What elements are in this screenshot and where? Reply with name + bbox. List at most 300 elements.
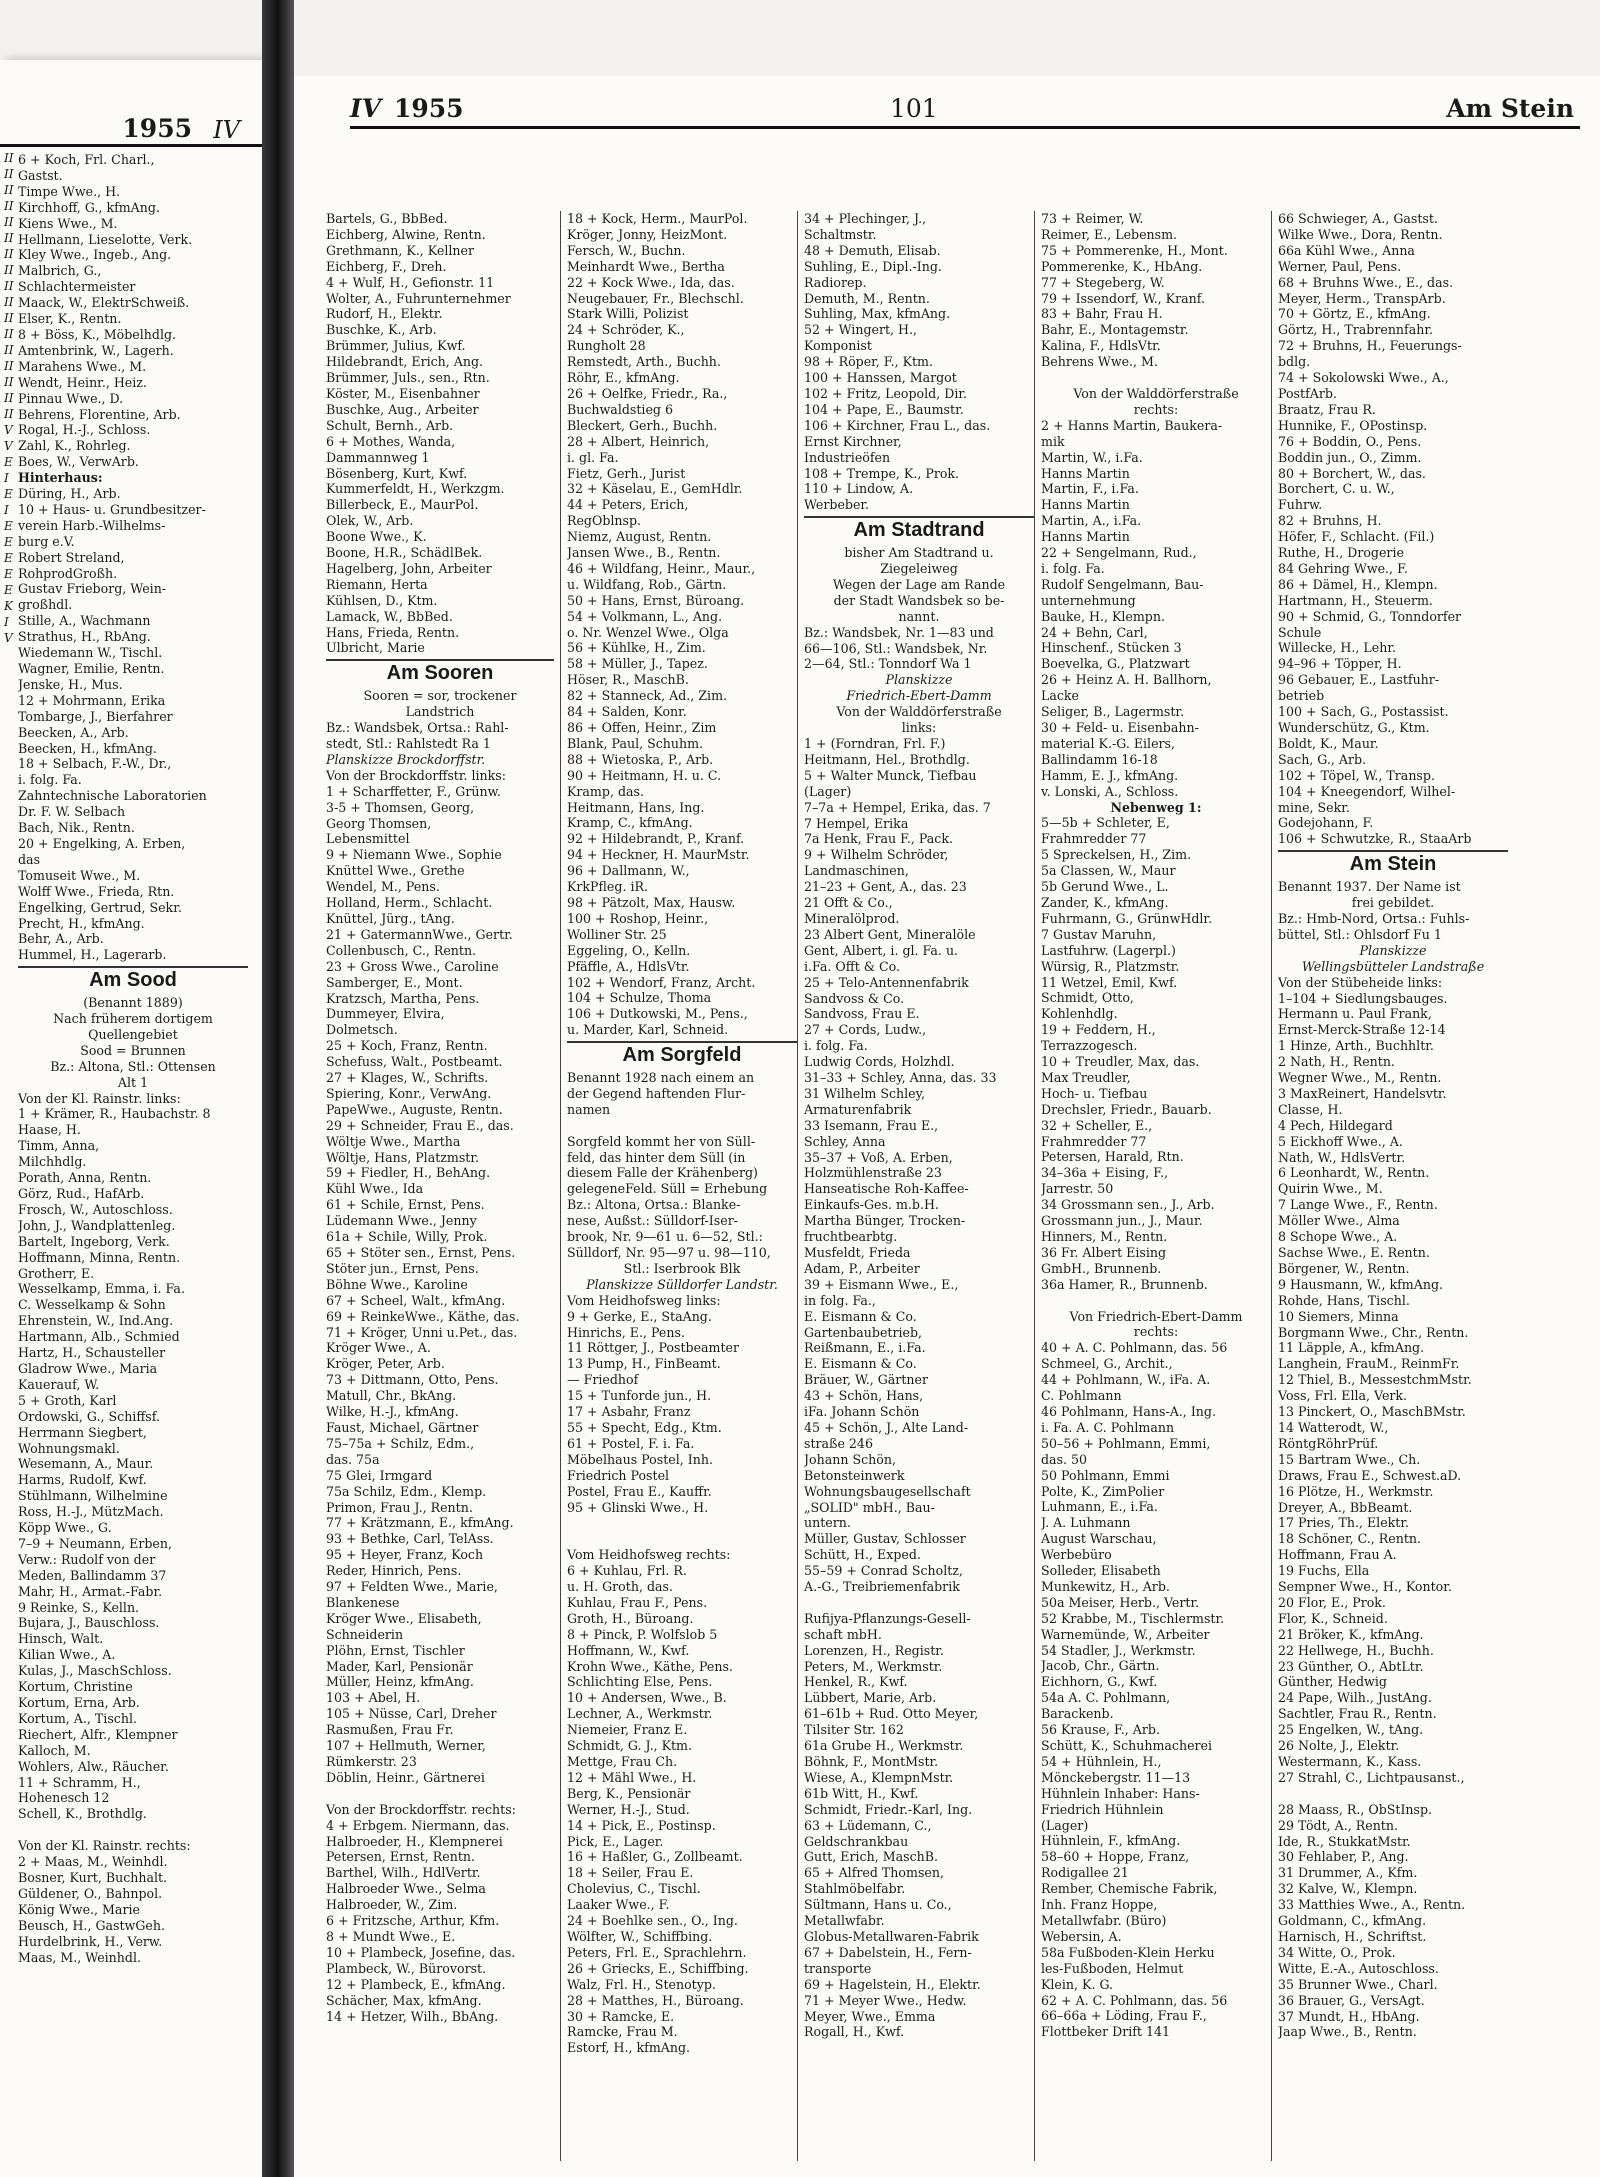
directory-entry: Rasmußen, Frau Fr. [326,1722,454,1738]
directory-entry: Günther, Hedwig [1278,1674,1387,1690]
directory-entry: 11 Röttger, J., Postbeamter [567,1340,740,1356]
directory-entry: Hoffmann, Minna, Rentn. [18,1249,181,1265]
directory-entry: Harms, Rudolf, Kwf. [18,1472,147,1488]
directory-entry: 84 Gehring Wwe., F. [1278,560,1408,576]
directory-entry: Wohnungsbaugesellschaft [804,1483,971,1499]
directory-entry: Cholevius, C., Tischl. [567,1881,701,1897]
margin-mark: II [4,215,14,229]
directory-entry: 4 + Wulf, H., Gefionstr. 11 [326,274,495,290]
directory-entry: u. Marder, Karl, Schneid. [567,1022,729,1038]
directory-entry: Wagner, Emilie, Rentn. [18,661,165,676]
street-note: Sooren = sor, trockener [363,688,517,704]
directory-entry: C. Wesselkamp & Sohn [18,1297,166,1313]
directory-entry: 94 + Heckner, H. MaurMstr. [567,847,750,863]
directory-entry: 8 + Pinck, P. Wolfslob 5 [567,1626,718,1642]
direction-label: Von der Brockdorffstr. links: [326,767,506,783]
directory-entry: Kauerauf, W. [18,1376,100,1392]
directory-entry: stedt, Stl.: Rahlstedt Ra 1 [326,736,491,751]
directory-entry: 9 + Wilhelm Schröder, [804,847,949,863]
directory-entry: Tilsiter Str. 162 [804,1722,904,1738]
directory-entry: PapeWwe., Auguste, Rentn. [326,1101,503,1117]
directory-entry: 59 + Fiedler, H., BehAng. [326,1165,491,1181]
directory-entry: Kröger, Peter, Arb. [326,1356,445,1372]
directory-entry: verein Harb.-Wilhelms- [18,517,166,533]
directory-entry: i. folg. Fa. [1041,560,1105,576]
street-note: nannt. [898,608,940,624]
directory-entry: Grethmann, K., Kellner [326,242,474,258]
directory-entry: 5b Gerund Wwe., L. [1041,879,1169,895]
directory-entry [1041,1293,1271,1309]
directory-entry: 8 + Mundt Wwe., E. [326,1928,456,1944]
directory-entry: Bösenberg, Kurt, Kwf. [326,465,468,481]
directory-entry: Böhne Wwe., Karoline [326,1276,468,1292]
directory-entry: Rember, Chemische Fabrik, [1041,1881,1218,1897]
directory-entry: Kirchhoff, G., kfmAng. [18,199,160,215]
directory-entry [567,1515,797,1531]
directory-entry: 102 + Töpel, W., Transp. [1278,767,1435,783]
directory-entry: 21–23 + Gent, A., das. 23 [804,879,967,895]
margin-mark: II [4,263,14,277]
directory-entry: das. 50 [1041,1451,1088,1467]
directory-entry: Wolliner Str. 25 [567,926,667,942]
directory-entry: Würsig, R., Platzmstr. [1041,958,1180,974]
directory-entry: iFa. Johann Schön [804,1404,920,1420]
directory-entry: Blank, Paul, Schuhm. [567,735,704,751]
directory-entry: Sempner Wwe., H., Kontor. [1278,1579,1452,1595]
directory-entry: 26 Nolte, J., Elektr. [1278,1738,1400,1754]
directory-entry: Ballindamm 16-18 [1041,751,1158,767]
directory-entry: Johann Schön, [804,1451,896,1467]
directory-entry: 58a Fußboden-Klein Herku [1041,1944,1215,1960]
directory-entry: 106 + Schwutzke, R., StaaArb [1278,831,1472,847]
directory-entry: 32 Kalve, W., Klempn. [1278,1881,1418,1897]
directory-entry: Kröger Wwe., A. [326,1340,431,1356]
directory-entry: Wendt, Heinr., Heiz. [18,374,147,390]
directory-entry: Wilke Wwe., Dora, Rentn. [1278,226,1443,242]
street-note: Bz.: Altona, Stl.: Ottensen [50,1058,216,1074]
directory-entry: 88 + Wietoska, P., Arb. [567,751,714,767]
directory-entry: 14 + Pick, E., Postinsp. [567,1817,716,1833]
directory-entry: Remstedt, Arth., Buchh. [567,354,721,370]
directory-entry: 25 + Koch, Franz, Rentn. [326,1038,488,1054]
directory-entry [804,1595,1034,1611]
directory-entry: Köster, M., Eisenbahner [326,385,480,401]
directory-entry: Riechert, Alfr., Klempner [18,1726,178,1742]
directory-entry: 39 + Eismann Wwe., E., [804,1276,959,1292]
directory-entry: 23 Albert Gent, Mineralöle [804,926,976,942]
directory-entry: Geldschrankbau [804,1833,909,1849]
directory-entry: 65 + Alfred Thomsen, [804,1865,944,1881]
directory-entry: Pinnau Wwe., D. [18,390,124,406]
directory-entry: betrieb [1278,688,1325,704]
directory-entry: Barackenb. [1041,1706,1114,1722]
directory-entry: 66—106, Stl.: Wandsbek, Nr. [804,640,988,656]
directory-entry: Wendel, M., Pens. [326,879,440,895]
margin-mark: II [4,311,14,325]
directory-entry: Boone Wwe., K. [326,529,427,545]
directory-entry: Mader, Karl, Pensionär [326,1658,473,1674]
directory-entry: 90 + Heitmann, H. u. C. [567,767,722,783]
directory-entry: Inh. Franz Hoppe, [1041,1897,1158,1913]
directory-entry: Meden, Ballindamm 37 [18,1567,167,1583]
directory-entry: Dr. F. W. Selbach [18,804,126,820]
directory-entry: 35 Brunner Wwe., Charl. [1278,1976,1438,1992]
directory-entry: 9 Hausmann, W., kfmAng. [1278,1276,1444,1292]
direction-label: Von der Walddörferstraße [1073,385,1239,401]
directory-entry: Fuhrmann, G., GrünwHdlr. [1041,910,1213,926]
directory-entry: 61a + Schile, Willy, Prok. [326,1229,488,1245]
directory-entry: Werner, Paul, Pens. [1278,258,1402,274]
directory-entry: Rogal, H.-J., Schloss. [18,422,151,438]
directory-entry: Gladrow Wwe., Maria [18,1360,158,1376]
directory-entry: E. Eismann & Co. [804,1356,917,1372]
directory-entry: 77 + Stegeberg, W. [1041,274,1165,290]
directory-entry: 63 + Lüdemann, C., [804,1817,932,1833]
right-page-year: 1955 [394,94,464,123]
directory-entry: Zahl, K., Rohrleg. [18,438,131,454]
directory-entry: RöntgRöhrPrüf. [1278,1435,1379,1451]
directory-entry: 6 + Mothes, Wanda, [326,433,456,449]
directory-entry: 46 Pohlmann, Hans-A., Ing. [1041,1403,1216,1419]
directory-entry: Hartz, H., Schausteller [18,1345,166,1361]
directory-entry: 37 Mundt, H., HbAng. [1278,2008,1420,2024]
directory-entry: Eggeling, O., Kelln. [567,942,691,958]
directory-entry: Dolmetsch. [326,1022,398,1038]
directory-entry: Ruthe, H., Drogerie [1278,545,1404,561]
directory-entry: Fersch, W., Buchn. [567,242,686,258]
directory-entry: KrkPfleg. iR. [567,879,648,895]
directory-entry: 75–75a + Schilz, Edm., [326,1435,475,1451]
directory-entry: 77 + Krätzmann, E., kfmAng. [326,1515,514,1531]
directory-entry: Schütt, H., Exped. [804,1547,921,1563]
map-reference: Planskizze Sülldorfer Landstr. [586,1276,778,1292]
directory-entry: Wesselkamp, Emma, i. Fa. [18,1281,185,1297]
street-note: (Benannt 1889) [83,995,183,1011]
directory-entry: Pick, E., Lager. [567,1833,664,1849]
directory-entry: Gustav Frieborg, Wein- [18,581,167,597]
directory-entry: Boevelka, G., Platzwart [1041,656,1190,672]
directory-entry: 27 + Klages, W., Schrifts. [326,1070,489,1086]
directory-entry: 18 + Selbach, F.-W., Dr., [18,756,172,772]
directory-entry: Maack, W., ElektrSchweiß. [18,295,190,311]
directory-entry: Hühnlein, F., kfmAng. [1041,1833,1181,1849]
directory-entry: Ordowski, G., Schiffsf. [18,1408,160,1424]
directory-entry: 55–59 + Conrad Scholtz, [804,1563,963,1579]
directory-entry: Bartelt, Ingeborg, Verk. [18,1233,170,1249]
directory-entry: v. Lonski, A., Schloss. [1041,783,1179,799]
directory-entry: 34 Grossmann sen., J., Arb. [1041,1197,1215,1213]
directory-entry: Sachtler, Frau R., Rentn. [1278,1706,1437,1722]
directory-entry: gelegeneFeld. Süll = Erhebung [567,1181,768,1197]
directory-entry: 108 + Trempe, K., Prok. [804,465,960,481]
directory-entry: 23 Günther, O., AbtLtr. [1278,1658,1424,1674]
directory-entry: Tomuseit Wwe., M. [18,867,141,883]
directory-entry: Herrmann Siegbert, [18,1424,147,1440]
directory-entry: A.-G., Treibriemenfabrik [804,1579,960,1595]
directory-entry: 66a Kühl Wwe., Anna [1278,242,1415,258]
right-page-part: IV [350,94,382,123]
directory-entry: Niemeier, Franz E. [567,1722,688,1738]
directory-entry: 74 + Sokolowski Wwe., A., [1278,370,1449,386]
directory-entry: Schley, Anna [804,1133,886,1149]
directory-entry: 82 + Bruhns, H. [1278,513,1382,529]
directory-entry: 3 MaxReinert, Handelsvtr. [1278,1085,1447,1101]
directory-entry: 71 + Kröger, Unni u.Pet., das. [326,1324,518,1340]
left-page-column [18,152,248,2152]
directory-entry: 54a A. C. Pohlmann, [1041,1690,1171,1706]
directory-entry: Postel, Frau E., Kauffr. [567,1483,712,1499]
directory-entry: 16 + Haßler, G., Zollbeamt. [567,1849,743,1865]
directory-entry: 69 + Hagelstein, H., Elektr. [804,1976,981,1992]
directory-entry: Röhr, E., kfmAng. [567,370,680,386]
margin-mark: E [4,535,13,549]
directory-entry: Hoch- u. Tiefbau [1041,1085,1148,1101]
directory-entry: 28 + Matthes, H., Büroang. [567,1992,744,2008]
directory-entry: Möbelhaus Postel, Inh. [567,1451,713,1467]
street-heading: Am Stein [1278,850,1508,879]
directory-entry: Kühl Wwe., Ida [326,1181,424,1197]
directory-entry: i.Fa. Offt & Co. [804,958,900,974]
street-note: Stl.: Iserbrook Blk [623,1260,741,1276]
directory-entry: Bz.: Altona, Ortsa.: Blanke- [567,1197,741,1213]
directory-entry: Precht, H., kfmAng. [18,915,145,931]
directory-entry: Georg Thomsen, [326,815,432,831]
directory-entry: RohprodGroßh. [18,565,118,581]
directory-entry: 20 Flor, E., Prok. [1278,1594,1386,1610]
directory-entry: Wunderschütz, G., Ktm. [1278,720,1430,735]
directory-entry: 104 + Pape, E., Baumstr. [804,401,964,417]
directory-entry: Meyer, Herm., TranspArb. [1278,290,1446,306]
directory-entry: Müller, Heinz, kfmAng. [326,1674,474,1690]
direction-label: Von der Walddörferstraße [836,704,1002,720]
directory-entry: Bosner, Kurt, Buchhalt. [18,1869,168,1885]
directory-entry: 104 + Schulze, Thoma [567,990,712,1006]
directory-entry: Bahr, E., Montagemstr. [1041,322,1189,338]
directory-entry: 31 Wilhelm Schley, [804,1085,926,1101]
directory-entry: Suhling, Max, kfmAng. [804,306,951,322]
map-reference: Wellingsbütteler Landstraße [1301,958,1485,974]
directory-entry: i. gl. Fa. [567,449,619,465]
directory-entry: Hartmann, Alb., Schmied [18,1329,180,1345]
directory-entry: 61a Grube H., Werkmstr. [804,1738,964,1754]
directory-entry: Frahmredder 77 [1041,831,1147,847]
directory-entry: Pommerenke, K., HbAng. [1041,258,1203,274]
directory-entry: Wesemann, A., Maur. [18,1456,154,1472]
direction-label: Von der Kl. Rainstr. rechts: [18,1838,191,1854]
directory-entry: Behrens, Florentine, Arb. [18,406,181,422]
direction-label: Von Friedrich-Ebert-Damm [1069,1308,1243,1324]
directory-entry: Stühlmann, Wilhelmine [18,1488,168,1504]
directory-entry: 61–61b + Rud. Otto Meyer, [804,1706,979,1722]
directory-entry: 34 Witte, O., Prok. [1278,1944,1396,1960]
margin-mark: E [4,583,13,597]
directory-entry: 6 + Koch, Frl. Charl., [18,152,155,167]
directory-entry: 1–104 + Siedlungsbauges. [1278,990,1448,1006]
directory-entry: Schult, Bernh., Arb. [326,417,454,433]
directory-entry: Maas, M., Weinhdl. [18,1949,141,1965]
directory-entry: Zander, K., kfmAng. [1041,894,1169,910]
directory-entry: Börgener, W., Rentn. [1278,1260,1410,1276]
directory-entry: 7–9 + Neumann, Erben, [18,1535,172,1551]
directory-entry: 86 + Dämel, H., Klempn. [1278,576,1438,592]
directory-entry: Schmidt, Otto, [1041,990,1134,1006]
directory-entry: 84 + Salden, Konr. [567,704,687,720]
directory-entry: 100 + Sach, G., Postassist. [1278,704,1449,720]
directory-entry: i. Fa. A. C. Pohlmann [1041,1419,1175,1435]
directory-entry: Einkaufs-Ges. m.b.H. [804,1197,939,1213]
directory-entry: mik [1041,433,1065,449]
directory-entry: Harnisch, H., Schriftst. [1278,1928,1427,1944]
directory-entry: 14 Watterodt, W., [1278,1419,1389,1435]
directory-entry: Seliger, B., Lagermstr. [1041,704,1185,720]
directory-entry: mine, Sekr. [1278,799,1350,815]
directory-entry: Bach, Nik., Rentn. [18,820,135,836]
directory-entry: 67 + Scheel, Walt., kfmAng. [326,1292,506,1308]
directory-entry: 70 + Görtz, E., kfmAng. [1278,306,1431,322]
directory-entry: Behr, A., Arb. [18,931,104,947]
directory-entry: Plöhn, Ernst, Tischler [326,1642,465,1658]
directory-entry: 29 Tödt, A., Rentn. [1278,1817,1398,1833]
directory-entry: 18 + Kock, Herm., MaurPol. [567,211,748,226]
directory-entry: les-Fußboden, Helmut [1041,1960,1184,1976]
directory-entry: Hanns Martin [1041,465,1130,481]
street-note: bisher Am Stadtrand u. [844,545,994,561]
directory-entry: Tombarge, J., Bierfahrer [18,708,173,724]
directory-entry: 100 + Hanssen, Margot [804,370,957,386]
directory-entry: Fuhrw. [1278,497,1323,513]
right-page-header [350,90,1580,129]
directory-entry [1278,1786,1508,1802]
directory-entry: feld, das hinter dem Süll (in [567,1149,746,1165]
directory-entry: Radiorep. [804,274,867,290]
directory-entry: Frahmredder 77 [1041,1133,1147,1149]
directory-entry: Bz.: Hmb-Nord, Ortsa.: Fuhls- [1278,910,1470,926]
directory-entry: Adam, P., Arbeiter [804,1260,920,1276]
directory-entry: Hans, Frieda, Rentn. [326,624,460,640]
directory-entry: Jarrestr. 50 [1041,1181,1114,1197]
directory-entry: Terrazzogesch. [1041,1038,1138,1054]
directory-entry: Schmeel, G., Archit., [1041,1356,1173,1372]
directory-entry: Jenske, H., Mus. [18,676,123,692]
directory-entry: Amtenbrink, W., Lagerh. [18,342,174,358]
directory-entry: 54 + Volkmann, L., Ang. [567,608,723,624]
directory-entry: Niemz, August, Rentn. [567,529,712,545]
directory-entry: Dammannweg 1 [326,449,430,465]
directory-column-3 [797,211,1034,2161]
directory-entry: fruchtbearbtg. [804,1229,898,1245]
directory-entry: Benannt 1937. Der Name ist [1278,879,1461,895]
directory-entry: GmbH., Brunnenb. [1041,1260,1162,1276]
directory-entry: 43 + Schön, Hans, [804,1388,924,1404]
directory-entry: 15 + Tunforde jun., H. [567,1388,712,1404]
directory-entry: 34 + Plechinger, J., [804,211,927,226]
directory-entry: Rogall, H., Kwf. [804,2024,905,2040]
directory-entry: Stille, A., Wachmann [18,613,151,629]
directory-entry: 12 + Plambeck, E., kfmAng. [326,1976,506,1992]
directory-entry: 15 Bartram Wwe., Ch. [1278,1451,1421,1467]
directory-entry: 2 + Maas, M., Weinhdl. [18,1854,168,1870]
directory-entry: Ramcke, Frau M. [567,2024,678,2040]
directory-entry: Borchert, C. u. W., [1278,481,1395,497]
directory-entry: Strathus, H., RbAng. [18,629,151,645]
directory-entry: Kortum, Erna, Arb. [18,1695,140,1710]
directory-entry: Ross, H.-J., MützMach. [18,1504,164,1520]
directory-entry: Petersen, Harald, Rtn. [1041,1149,1184,1165]
directory-entry: Musfeldt, Frieda [804,1245,911,1260]
directory-entry: Riemann, Herta [326,576,428,592]
directory-entry: i. folg. Fa. [18,772,82,788]
directory-entry: Krohn Wwe., Käthe, Pens. [567,1658,733,1674]
directory-entry: Lüdemann Wwe., Jenny [326,1213,477,1229]
directory-entry: Boddin jun., O., Zimm. [1278,449,1422,465]
directory-entry: 94–96 + Töpper, H. [1278,656,1402,672]
street-note: rechts: [1133,401,1179,417]
directory-entry: Stahlmöbelfabr. [804,1881,906,1897]
directory-entry: — Friedhof [567,1372,639,1388]
directory-entry: Kilian Wwe., A. [18,1647,116,1663]
directory-entry: Kramp, das. [567,783,644,799]
directory-entry: Jansen Wwe., B., Rentn. [567,545,721,561]
directory-entry: C. Pohlmann [1041,1388,1122,1404]
directory-entry: Kalina, F., HdlsVtr. [1041,338,1161,354]
directory-column-1 [326,211,554,2161]
directory-entry: Hoffmann, W., Kwf. [567,1642,690,1658]
section-label: Nebenweg 1: [1110,799,1202,815]
street-heading: Am Sooren [326,659,554,688]
directory-entry: 35–37 + Voß, A. Erben, [804,1149,953,1165]
directory-entry: Industrieöfen [804,449,891,465]
margin-mark: K [4,599,13,613]
directory-entry: 48 + Demuth, Elisab. [804,242,941,258]
directory-entry [567,1531,797,1547]
directory-entry: 104 + Kneegendorf, Wilhel- [1278,783,1456,799]
directory-entry: Wolff Wwe., Frieda, Rtn. [18,883,175,899]
directory-entry: 46 + Wildfang, Heinr., Maur., [567,560,756,576]
directory-entry: 28 Maass, R., ObStInsp. [1278,1801,1433,1817]
directory-entry: Martin, W., i.Fa. [1041,449,1143,465]
directory-entry: 95 + Heyer, Franz, Koch [326,1547,484,1563]
directory-entry: 18 + Seiler, Frau E. [567,1865,694,1881]
directory-entry: 68 + Bruhns Wwe., E., das. [1278,274,1454,290]
directory-entry: Kratzsch, Martha, Pens. [326,990,480,1006]
directory-entry: 21 Offt & Co., [804,895,893,911]
directory-entry: Kröger Wwe., Elisabeth, [326,1610,482,1626]
directory-entry: 27 Strahl, C., Lichtpausanst., [1278,1769,1465,1785]
directory-entry: Hanseatische Roh-Kaffee- [804,1181,969,1197]
directory-entry: 50 Pohlmann, Emmi [1041,1467,1170,1483]
directory-entry: Wiese, A., KlempnMstr. [804,1769,954,1785]
directory-entry: unternehmung [1041,592,1136,608]
directory-entry: 4 Pech, Hildegard [1278,1117,1393,1133]
directory-entry: Heitmann, Hel., Brothdlg. [804,751,970,767]
directory-entry: 44 + Peters, Erich, [567,497,689,513]
directory-entry: Berg, K., Pensionär [567,1785,691,1801]
directory-entry: 65 + Stöter sen., Ernst, Pens. [326,1245,516,1260]
directory-entry: Sorgfeld kommt her von Süll- [567,1133,756,1149]
directory-entry: Sach, G., Arb. [1278,751,1367,767]
directory-entry: Hunnike, F., OPostinsp. [1278,417,1428,433]
directory-entry: büttel, Stl.: Ohlsdorf Fu 1 [1278,926,1442,942]
directory-entry: Kortum, Christine [18,1679,133,1695]
directory-entry: Höfer, F., Schlacht. (Fil.) [1278,529,1435,545]
directory-entry: Meinhardt Wwe., Bertha [567,258,725,274]
directory-entry: 32 + Scheller, E., [1041,1117,1153,1133]
street-note: frei gebildet. [1351,895,1435,911]
directory-entry: Nath, W., HdlsVertr. [1278,1149,1406,1165]
directory-entry: diesem Falle der Krähenberg) [567,1165,758,1181]
directory-entry: Classe, H. [1278,1101,1343,1117]
margin-mark: I [4,471,9,485]
